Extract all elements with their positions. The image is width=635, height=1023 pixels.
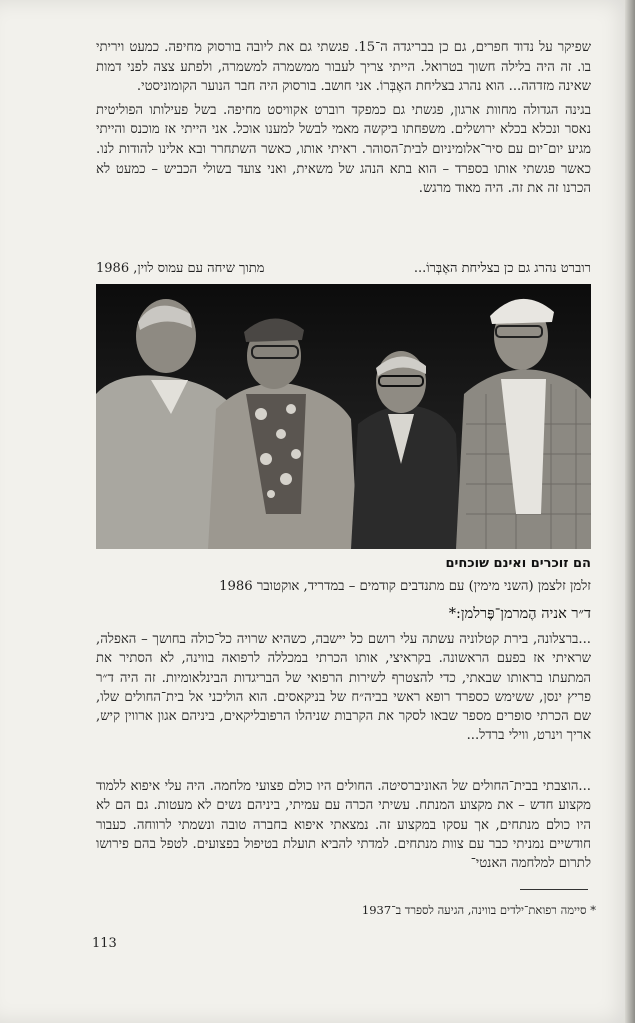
memoir-text-block-top <box>96 38 591 199</box>
paragraph: ...ברצלונה, בירת קטלוניה עשתה עלי רושם כל יישבה, כשהיא שרויה כל־כולה בחושך – האפלה, שראיתי אז בפעם הראשונה. בקראיצי, אותו הכרתי במכללה לרפואה בווינה, לא הסתיר את המתעתו בראותו שבאתי, כדי להצטרף לשירות הרפואי של הבריגדות הבינלאומיות. זה היה ד״ר פריץ ינסן, ששימש כספרד רופא ראשי בביה״ח של בניקאסים. הוא הוליכני אל בית־החולים שלו, שם הכרתי סופרים מספר שבאו לסקר את הקרבות שניהלו הרפובליקאים, ביניהם אגון ארווין קיש, אריך וינרט, ווילי ברדל... <box>96 632 591 744</box>
signoff-attribution: מתוך שיחה עם עמוס לוין, 1986 <box>96 261 265 276</box>
group-photo <box>96 284 591 549</box>
paragraph: שפיקר על נדוד חפרים, גם כן בבריגדה ה־15. פגשתי גם את ליובה בורסוק מחיפה. כמעט ויריתי בו. זה היה בלילה חשוך בטרואל. הייתי צריך לעבור ממשמרה למשמרה, ולפתע צצה לפני דמות שאינה מזדהה... הוא נהרג בצליחת האֶבְּרוֹ. אני חושב. בורסוק היה חבר הנוער הקומוניסטי. <box>96 40 591 95</box>
photo-caption-subtitle: זלמן זלצמן (השני מימין) עם מתנדבים קודמים – במדריד, אוקטובר 1986 <box>219 579 591 594</box>
signoff-line <box>96 260 591 276</box>
page-number: 113 <box>92 936 117 951</box>
memoir-text-block-bottom <box>96 777 591 873</box>
footnote: * סיימה רפואת־ילדים בווינה, הגיעה לספרד ב־1937 <box>361 903 596 917</box>
book-binding-shadow <box>625 0 635 1023</box>
paragraph: בגינה הגדולה מחוות ארגון, פגשתי גם כמפקד רוברט אקוויסט מחיפה. בשל פעילותו הפוליטית נאסר ונכלא בכלא ירושלים. משפחתו ביקשה מאמי לבשל למענו אוכל. אני הייתי אז מוכנס והייתי מגיע יום־יום עם סיר־אלומיניום לבית־הסוהר. ראיתי אותו, כאשר השתחרר ובא אלינו להודות לנו. כאשר פגשתי אותו בספרד – הוא בתא הנהג של משאית, ואני צועד בשולי הכביש – כמעט לא הכרנו זה את זה. היה מאוד מרגש. <box>96 102 591 197</box>
memoir-text-block-middle <box>96 630 591 746</box>
photo-caption-title: הם זוכרים ואינם שוכחים <box>445 556 591 571</box>
paragraph: ...הוצבתי בבית־החולים של האוניברסיטה. החולים היו כולם פצועי מלחמה. היה עלי איפוא ללמוד מקצוע חדש – את מקצוע המנתח. עשיתי הכרה עם עמיתי, ביניהם נשים לא מעטות. גם הם לא היו כולם מנתחים, אך עסקו במקצוע זה. נמצאתי איפוא בחברה טובה ונשמתי לרווחה. כעבור חודשיים נמניתי כבר עם צוות מנתחים. למדתי להביא תועלת בטיפול בפצועים. לטפל בהם פירושו לתרום למלחמה האנטי־ <box>96 779 591 872</box>
photo-illustration <box>96 284 591 549</box>
signoff-text: רוברט נהרג גם כן בצליחת האֶבְּרוֹ... <box>413 261 591 276</box>
footnote-rule <box>520 889 588 890</box>
section-heading: ד״ר אניה הֶמרמן־פֶּרלמן:* <box>448 606 591 622</box>
